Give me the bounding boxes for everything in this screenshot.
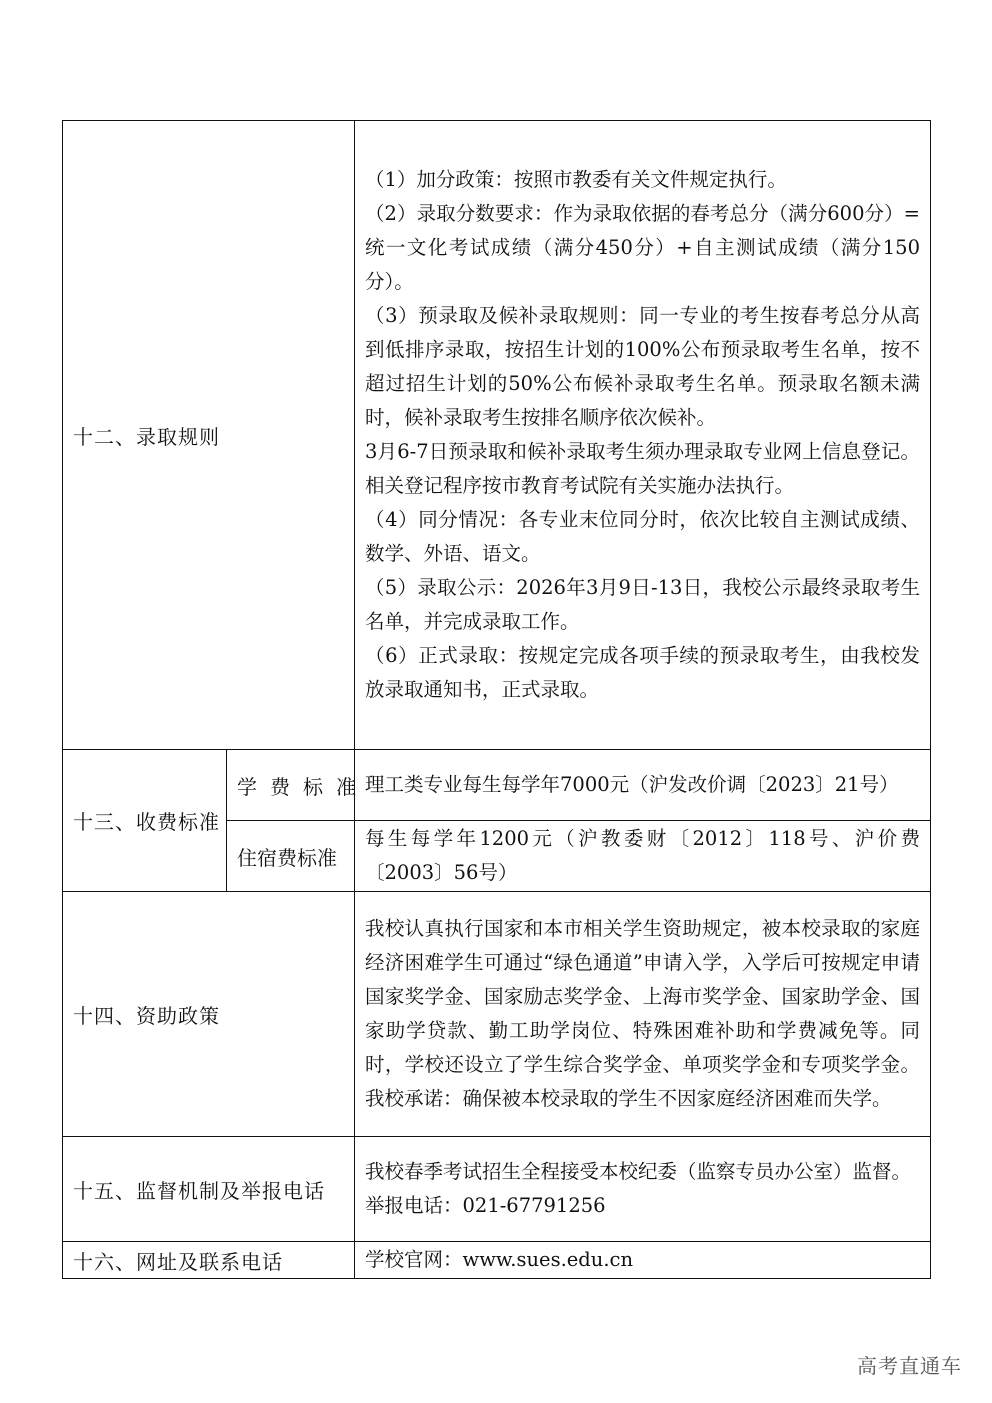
- supervision-content: [355, 1137, 931, 1242]
- financial-aid-text: 我校认真执行国家和本市相关学生资助规定，被本校录取的家庭经济困难学生可通过“绿色通道”申请入学，入学后可按规定申请国家奖学金、国家励志奖学金、上海市奖学金、国家助学金、国家助学贷款、勤工助学岗位、特殊困难补助和学费减免等。同时，学校还设立了学生综合奖学金、单项奖学金和专项奖学金。我校承诺：确保被本校录取的学生不因家庭经济困难而失学。: [365, 917, 920, 1110]
- admission-score-requirement: （2）录取分数要求：作为录取依据的春考总分（满分600分）=统一文化考试成绩（满分450分）+自主测试成绩（满分150分）。: [365, 202, 920, 293]
- tuition-content: 理工类专业每生每学年7000元（沪发改价调〔2023〕21号）: [355, 750, 931, 821]
- watermark-text: 高考直通车: [857, 1354, 962, 1378]
- row-contact: [63, 1242, 931, 1279]
- tuition-label: 学费标准: [227, 750, 355, 821]
- financial-aid-label: 十四、资助政策: [63, 892, 355, 1137]
- fees-label: 十三、收费标准: [63, 750, 227, 892]
- school-website[interactable]: 学校官网：www.sues.edu.cn: [355, 1242, 931, 1279]
- row-fees-tuition: [63, 750, 931, 821]
- admission-registration-note: 3月6-7日预录取和候补录取考生须办理录取专业网上信息登记。相关登记程序按市教育考试院有关实施办法执行。: [365, 440, 920, 497]
- row-supervision: [63, 1137, 931, 1242]
- admission-publicity: （5）录取公示：2026年3月9日-13日，我校公示最终录取考生名单，并完成录取工作。: [365, 576, 920, 633]
- policy-table: [62, 120, 931, 1279]
- admission-formal: （6）正式录取：按规定完成各项手续的预录取考生，由我校发放录取通知书，正式录取。: [365, 644, 920, 701]
- contact-label: 十六、网址及联系电话: [63, 1242, 355, 1279]
- admission-rules-label: 十二、录取规则: [63, 121, 355, 750]
- row-admission-rules: [63, 121, 931, 750]
- financial-aid-content: [355, 892, 931, 1137]
- report-phone: 举报电话：021-67791256: [365, 1194, 606, 1217]
- lodging-label: 住宿费标准: [227, 821, 355, 892]
- admission-bonus-policy: （1）加分政策：按照市教委有关文件规定执行。: [365, 168, 787, 191]
- supervision-text: 我校春季考试招生全程接受本校纪委（监察专员办公室）监督。: [365, 1160, 912, 1183]
- admission-tie-rule: （4）同分情况：各专业末位同分时，依次比较自主测试成绩、数学、外语、语文。: [365, 508, 920, 565]
- admission-rules-content: [355, 121, 931, 750]
- lodging-content: 每生每学年1200元（沪教委财〔2012〕118号、沪价费〔2003〕56号）: [355, 821, 931, 892]
- row-financial-aid: [63, 892, 931, 1137]
- supervision-label: 十五、监督机制及举报电话: [63, 1137, 355, 1242]
- admission-pre-admission-rule: （3）预录取及候补录取规则：同一专业的考生按春考总分从高到低排序录取，按招生计划的100%公布预录取考生名单，按不超过招生计划的50%公布候补录取考生名单。预录取名额未满时，候补录取考生按排名顺序依次候补。: [365, 304, 920, 429]
